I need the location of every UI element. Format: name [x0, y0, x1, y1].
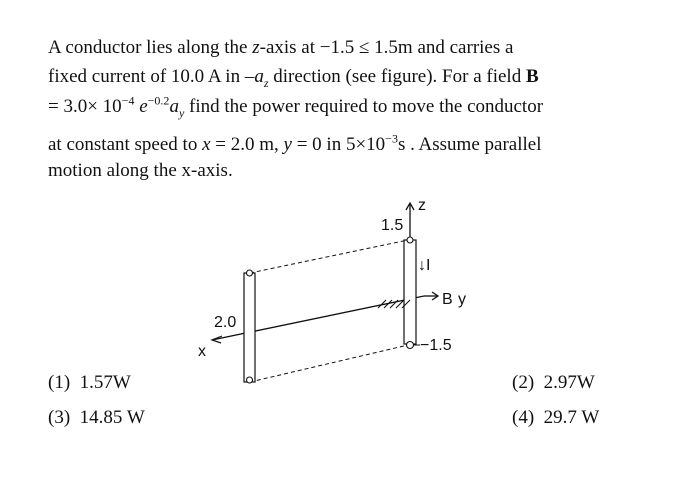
top-rail: [250, 240, 408, 273]
y-axis-arrow: [424, 292, 438, 300]
option-2[interactable]: (2) 2.97W: [512, 372, 595, 393]
field-b-label: B: [442, 291, 453, 308]
question-line-4: at constant speed to x = 2.0 m, y = 0 in $5\times 10^{-3}s$ . Assume parallel: [48, 131, 542, 155]
top-value-label: 1.5: [381, 217, 404, 234]
bottom-value-label: −1.5: [420, 337, 452, 354]
bottom-rail: [250, 345, 408, 382]
question-line-3: = $3.0\times 10^{-4}$ $e^{-0.2}a_y$ find the power required to move the conductor: [48, 93, 544, 120]
x-axis-label: x: [198, 343, 206, 360]
conductor-origin: [404, 237, 416, 349]
current-label: ↓I: [418, 257, 431, 274]
conductor-figure: [180, 190, 480, 390]
question-line-1: A conductor lies along the z-axis at −1.5 ≤ 1.5m and carries a: [48, 37, 514, 58]
option-3[interactable]: (3) 14.85 W: [48, 407, 145, 428]
option-1[interactable]: (1) 1.57W: [48, 372, 131, 393]
y-axis-label: y: [458, 291, 466, 308]
question-line-5: motion along the x-axis.: [48, 160, 233, 181]
z-axis-label: z: [418, 197, 426, 214]
z-axis: [406, 203, 414, 240]
option-4[interactable]: (4) 29.7 W: [512, 407, 600, 428]
conductor-front: [244, 270, 255, 383]
question-line-2: fixed current of 10.0 A in $-a_z$ direction (see figure). For a field B: [48, 66, 539, 90]
x-distance-label: 2.0: [214, 314, 237, 331]
